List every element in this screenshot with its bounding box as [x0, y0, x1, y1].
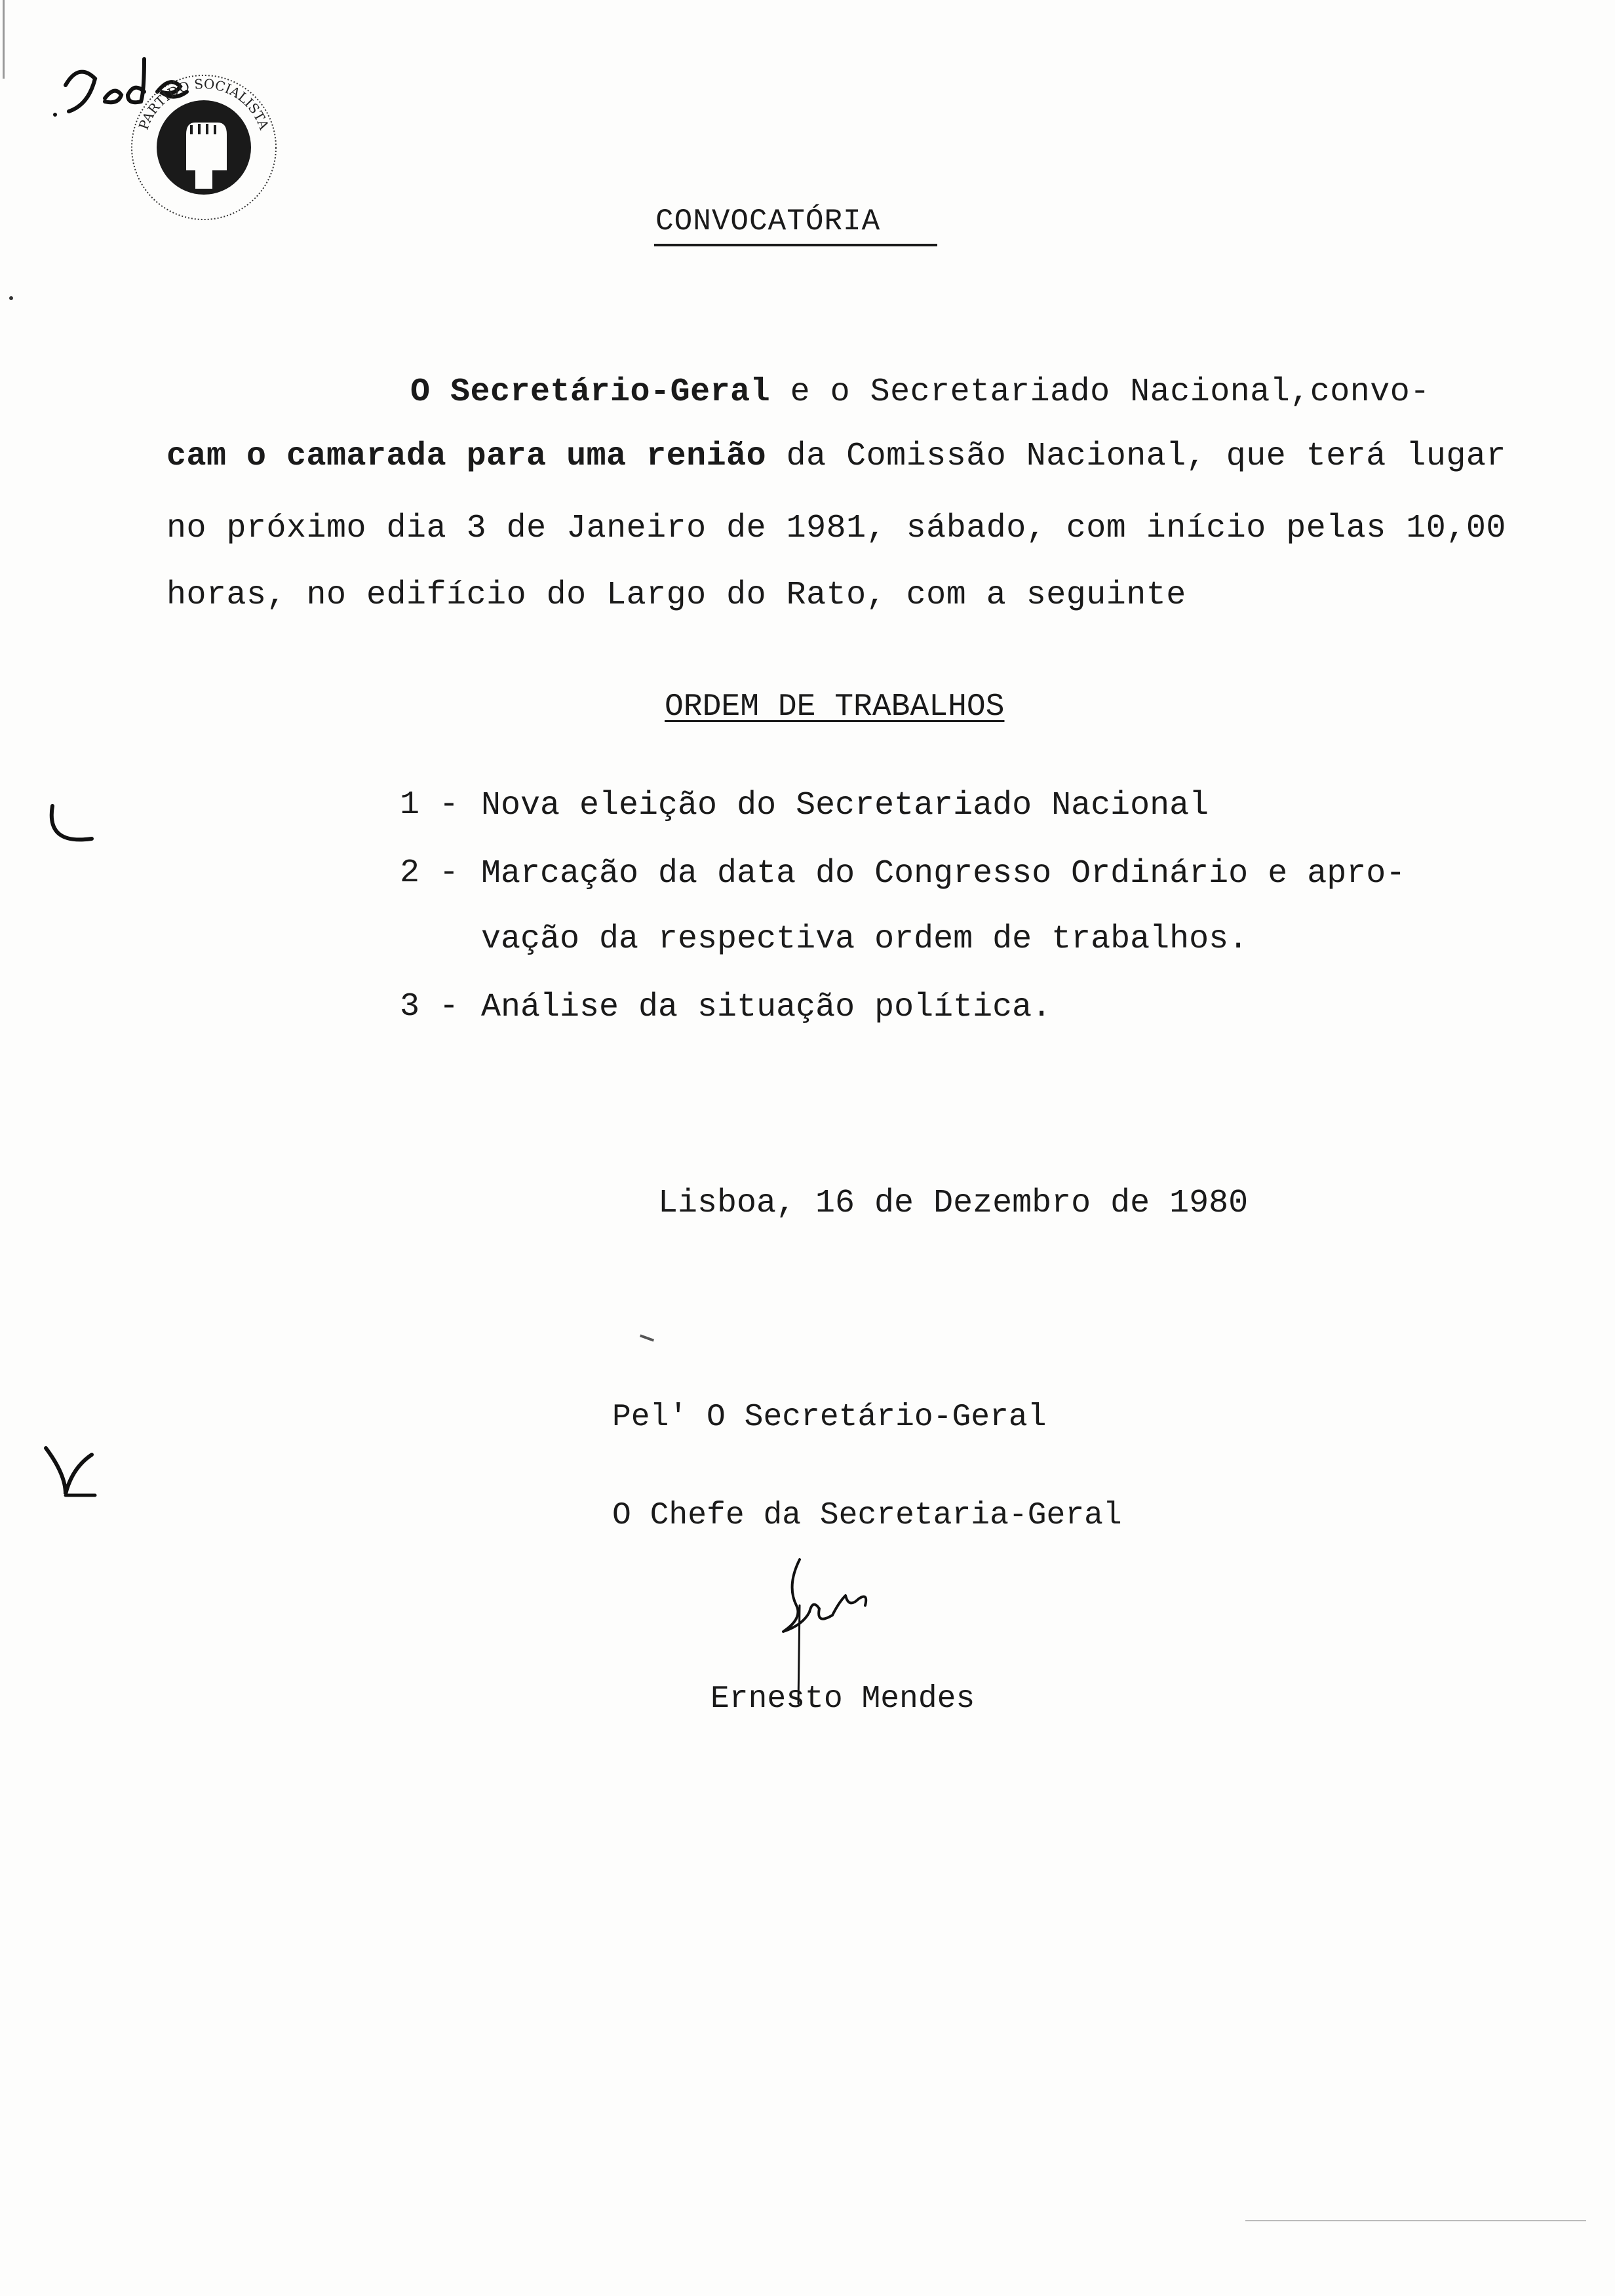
- agenda-item-number: 2 -: [400, 854, 459, 892]
- body-line-1: [410, 373, 1430, 411]
- agenda-item-continuation: vação da respectiva ordem de trabalhos.: [481, 921, 1249, 958]
- scan-mark: [9, 296, 13, 300]
- agenda-item-text: Análise da situação política.: [481, 989, 1052, 1026]
- scan-mark: [3, 0, 5, 79]
- signatory-name: Ernesto Mendes: [710, 1681, 975, 1717]
- stray-mark: [640, 1334, 654, 1341]
- place-date: Lisboa, 16 de Dezembro de 1980: [658, 1185, 1249, 1222]
- agenda-item-text: Nova eleição do Secretariado Nacional: [481, 787, 1209, 824]
- title-underline: [654, 244, 937, 246]
- body-line-2-rest: da Comissão Nacional, que terá lugar: [766, 438, 1506, 475]
- scan-line: [1245, 2220, 1586, 2221]
- body-line-1-bold: O Secretário-Geral: [410, 373, 771, 411]
- signature-line-1: Pel' O Secretário-Geral: [612, 1400, 1047, 1435]
- party-seal-logo: [128, 72, 279, 223]
- margin-tick-mark: [39, 1435, 105, 1514]
- body-line-1-rest: e o Secretariado Nacional,convo-: [770, 373, 1430, 411]
- body-line-3: no próximo dia 3 de Janeiro de 1981, sábado, com início pelas 10,00: [166, 510, 1506, 547]
- margin-tick-mark: [39, 767, 105, 858]
- document-title: CONVOCATÓRIA: [655, 204, 881, 239]
- agenda-item-number: 1 -: [400, 786, 459, 824]
- svg-text:PARTIDO SOCIALISTA: PARTIDO SOCIALISTA: [135, 75, 273, 132]
- agenda-title: ORDEM DE TRABALHOS: [665, 689, 1005, 725]
- agenda-item-number: 3 -: [400, 988, 459, 1025]
- signature-line-2: O Chefe da Secretaria-Geral: [612, 1498, 1122, 1533]
- agenda-item-text: Marcação da data do Congresso Ordinário e apro-: [481, 855, 1406, 892]
- body-line-2-bold: cam o camarada para uma renião: [166, 438, 767, 475]
- body-line-2: [166, 438, 1506, 475]
- body-line-4: horas, no edifício do Largo do Rato, com a seguinte: [166, 577, 1186, 614]
